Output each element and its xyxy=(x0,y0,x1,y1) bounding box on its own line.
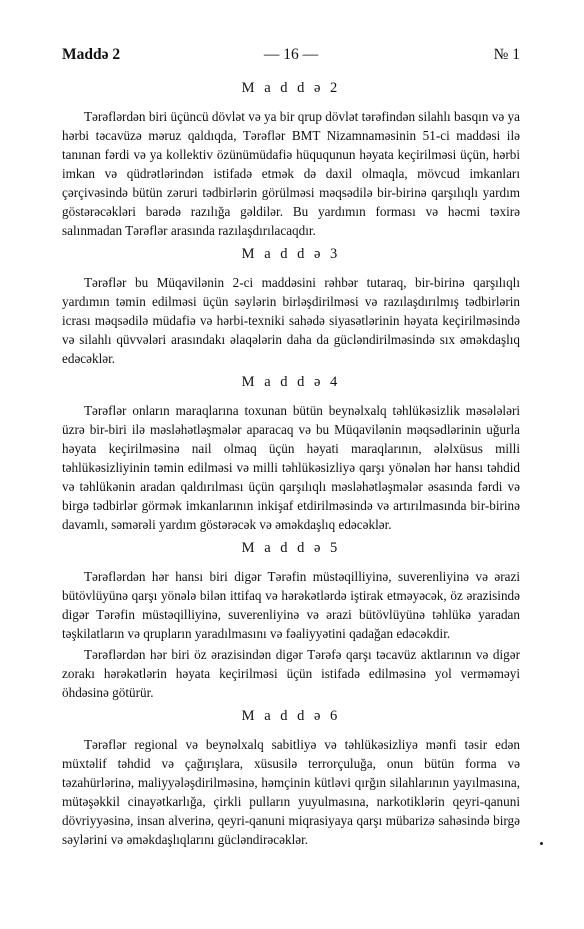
article-paragraph: Tərəflərdən biri üçüncü dövlət və ya bir qrup dövlət tərəfindən silahlı basqın və ya hərbi təcavüzə məruz qaldıqda, Tərəflər BMT Nizamnaməsinin 51-ci maddəsi ilə tanınan fərdi və ya kollektiv özünümüdafiə hüququnun həyata keçirilməsi üçün, hərbi imkan və qüdrətlərindən istifadə etmək də daxil olmaqla, mövcud imkanları çərçivəsində bütün zəruri tədbirlərin görülməsi məqsədilə bir-birinə qarşılıqlı yardım göstərəcəkləri barədə razılığa gəldilər. Bu yardımın forması və həcmi təxirə salınmadan Tərəflər arasında razılaşdırılacaqdır. xyxy=(62,109,520,238)
header-section-label: Maddə 2 xyxy=(62,46,121,63)
scan-speck xyxy=(540,842,543,845)
article-paragraph: Tərəflər onların maraqlarına toxunan bütün beynəlxalq təhlükəsizlik məsələləri üzrə bir-biri ilə məsləhətləşmələr aparacaq və bu Müqavilənin məqsədlərinin uğurla həyata keçirilməsinə nail olmaq üçün həyati maraqlarının, ələlxüsus milli təhlükəsizliyinin təmin edilməsi və milli təhlükəsizliyə qarşı yönələn hər hansı təhdid və təhlükənin aradan qaldırılması üçün qarşılıqlı məsləhətləşmələr əsasında fərdi və birgə tədbirlər görmək imkanlarının inkişaf etdirilməsində və artırılmasında bir-birinə davamlı, səmərəli yardım göstərəcək və əməkdaşlıq edəcəklər. xyxy=(62,403,520,532)
document-body xyxy=(62,80,520,855)
page-header xyxy=(62,46,520,66)
article-3 xyxy=(62,246,520,368)
article-heading: M a d d ə 5 xyxy=(241,540,341,556)
article-heading: M a d d ə 6 xyxy=(241,708,341,724)
article-5 xyxy=(62,540,520,702)
article-6 xyxy=(62,708,520,849)
article-paragraph: Tərəflərdən hər hansı biri digər Tərəfin müstəqilliyinə, suverenliyinə və ərazi bütövlüyünə qarşı yönələ bilən ittifaq və hərəkətlərdə iştirak etməyəcək, öz ərazisində digər Tərəfin müstəqilliyinə, suverenliyinə və ərazi bütövlüyünə təhlükə yaradan təşkilatların və qrupların yaradılmasını və fəaliyyətini qadağan edəcəkdir. xyxy=(62,569,520,641)
article-heading: M a d d ə 2 xyxy=(241,80,341,96)
article-heading: M a d d ə 3 xyxy=(241,246,341,262)
article-4 xyxy=(62,374,520,534)
page-number: — 16 — xyxy=(263,46,319,63)
article-paragraph: Tərəflərdən hər biri öz ərazisindən digər Tərəfə qarşı təcavüz aktlarının və digər zorakı hərəkətlərin həyata keçirilməsi üçün istifadə edilməsinə yol verməməyi öhdəsinə götürür. xyxy=(62,647,520,700)
issue-number: № 1 xyxy=(493,46,520,63)
article-paragraph: Tərəflər bu Müqavilənin 2-ci maddəsini rəhbər tutaraq, bir-birinə qarşılıqlı yardımın təmin edilməsi üçün səylərin birləşdirilməsi və razılaşdırılmış tədbirlərin icrası məqsədilə müdafiə və hərbi-texniki sahədə siyasətlərinin həyata keçirilməsində və silahlı qüvvələri arasındakı əlaqələrin daha da gücləndirilməsində sıx əməkdaşlıq edəcəklər. xyxy=(62,275,520,366)
article-2 xyxy=(62,80,520,240)
article-paragraph: Tərəflər regional və beynəlxalq sabitliyə və təhlükəsizliyə mənfi təsir edən müxtəlif təhdid və çağırışlara, xüsusilə terrorçuluğa, onun bütün forma və təzahürlərinə, maliyyələşdirilməsinə, həmçinin kütləvi qırğın silahlarının yayılmasına, mütəşəkkil cinayətkarlığa, çirkli pulların yuyulmasına, narkotiklərin qeyri-qanuni dövriyyəsinə, insan alverinə, qeyri-qanuni miqrasiyaya qarşı mübarizə sahəsində birgə səylərini və əməkdaşlıqlarını gücləndirəcəklər. xyxy=(62,737,520,847)
article-heading: M a d d ə 4 xyxy=(241,374,341,390)
